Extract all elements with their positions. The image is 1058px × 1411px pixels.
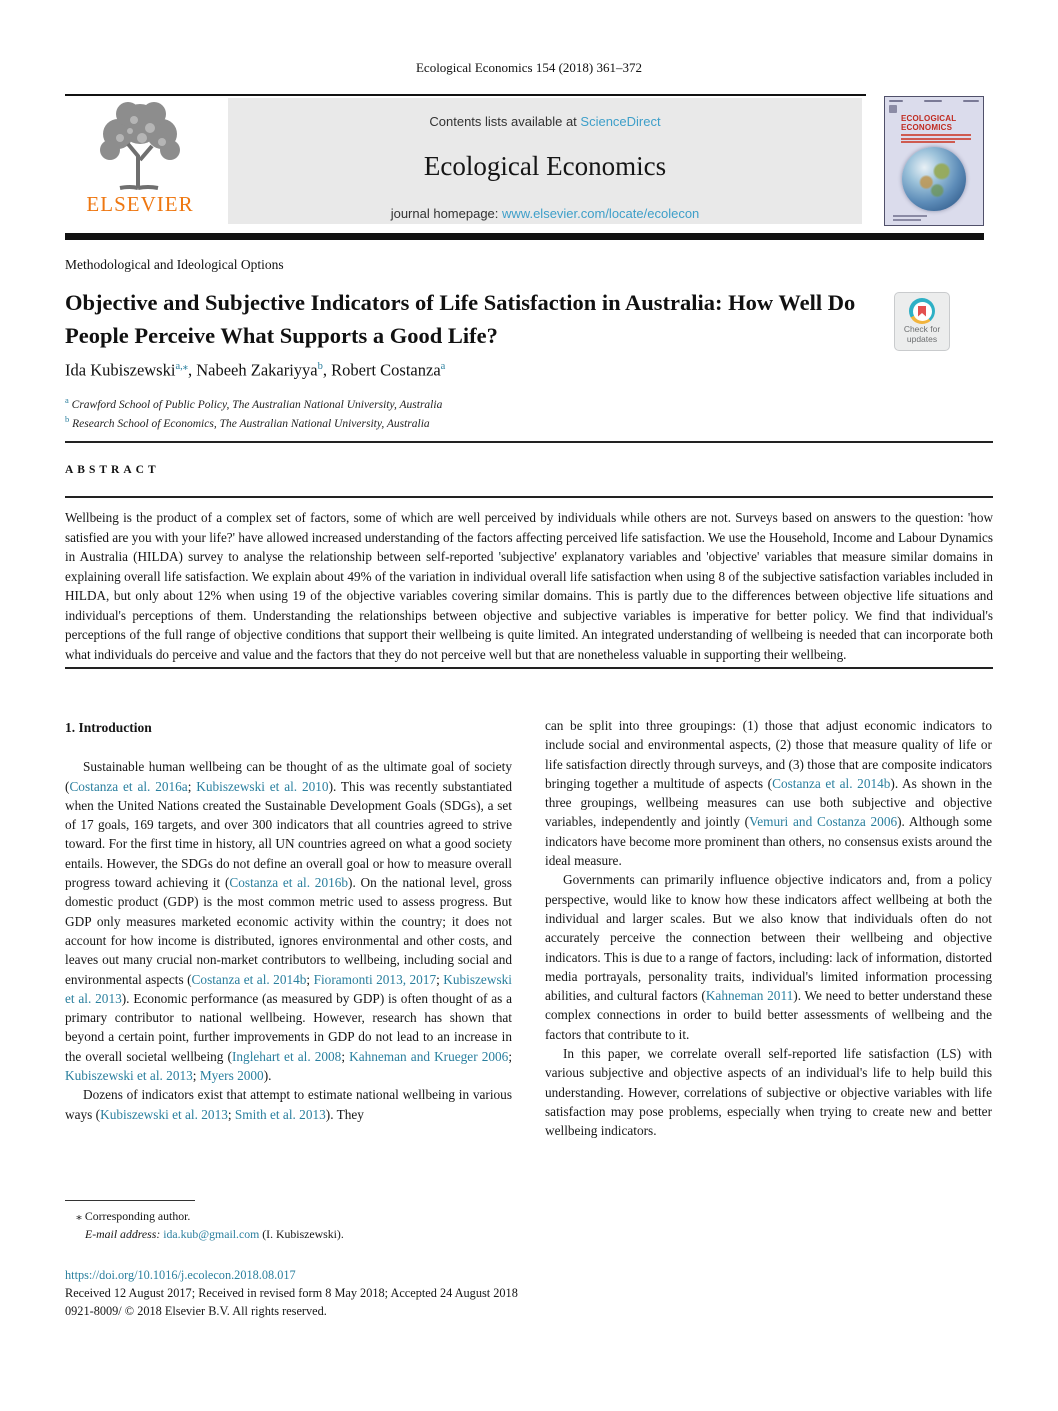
doi-link[interactable]: https://doi.org/10.1016/j.ecolecon.2018.08.017 (65, 1268, 296, 1282)
intro-heading: 1. Introduction (65, 720, 152, 735)
citation-link[interactable]: Costanza et al. 2016a (69, 778, 188, 794)
cover-title: ECOLOGICAL ECONOMICS (901, 114, 957, 132)
cover-top-text (885, 97, 983, 102)
masthead (65, 96, 984, 226)
abstract-heading-rule (65, 496, 993, 498)
crossmark-icon (909, 298, 935, 324)
body-paragraph: Sustainable human wellbeing can be thought of as the ultimate goal of society (Costanza et al. 2016a; Kubiszewski et al. 2010). This was recently substantiated when the United Nations created the Sustainable Development Goals (SDGs), a set of 17 goals, 169 targets, and over 300 indicators that all countries agreed to strive toward. For the first time in history, all UN countries agreed on what a good society entails. However, the SDGs do not define an overall goal or how to measure overall progress toward achieving it (Costanza et al. 2016b). On the national level, gross domestic product (GDP) is the most common metric used to assess progress. But GDP only measures marketed economic activity within the country; it does not account for how income is distributed, ignores environmental and other costs, and leaves out many crucial non-market contributors to wellbeing, including social and environmental aspects (Costanza et al. 2014b; Fioramonti 2013, 2017; Kubiszewski et al. 2013). Economic performance (as measured by GDP) is often thought of as a primary contributor to national wellbeing. However, research has shown that beyond a certain point, further improvements in GDP do not lead to an increase in the overall societal wellbeing (Inglehart et al. 2008; Kahneman and Krueger 2006; Kubiszewski et al. 2013; Myers 2000). (65, 759, 513, 1084)
article-title: Objective and Subjective Indicators of Life Satisfaction in Australia: How Well Do People Perceive What Supports a Good Life? (65, 290, 856, 348)
citation-link[interactable]: Kahneman 2011 (705, 988, 794, 1004)
cover-bottom-text (893, 215, 983, 221)
elsevier-tree-icon (88, 98, 192, 194)
citation-link[interactable]: Myers 2000 (199, 1068, 264, 1084)
body-columns (65, 716, 993, 1141)
article-section-label: Methodological and Ideological Options (65, 257, 284, 272)
abstract-bottom-rule (65, 667, 993, 669)
check-updates-label: Check for updates (903, 324, 941, 344)
footer-block (65, 1266, 993, 1320)
journal-citation: Ecological Economics 154 (2018) 361–372 (415, 60, 642, 75)
abstract-text: Wellbeing is the product of a complex set of factors, some of which are well perceived by individuals while others are not. Surveys based on answers to the question: 'how satisfied are you with your life?' have allowed increased understanding of the factors affecting perceived life satisfaction. We use the Household, Income and Labour Dynamics in Australia (HILDA) survey to analyse the relationship between self-reported 'subjective' explanatory variables and 'objective' variables that measure similar domains in explaining overall life satisfaction. We explain about 49% of the variation in individual overall life satisfaction when using 8 of the subjective satisfaction variables included in HILDA, but only about 12% when using 19 of the objective variables covering similar domains. This is partly due to the differences between objective life situations and individual's perceptions of them. Understanding the relationships between objective and subjective variables is imperative for better policy. We find that individual's perceptions of the full range of objective conditions that support their wellbeing is quite limited. An integrated understanding of wellbeing is needed that can incorporate both what individuals do perceive and value and the factors that they do not perceive well but that are nonetheless valuable in supporting their wellbeing. (65, 510, 993, 662)
citation-link[interactable]: Fioramonti 2013, 2017 (313, 971, 437, 987)
contents-prefix: Contents lists available at (429, 114, 581, 129)
homepage-line (228, 206, 862, 221)
received-dates: Received 12 August 2017; Received in revised form 8 May 2018; Accepted 24 August 2018 (65, 1286, 518, 1300)
author-name: Nabeeh Zakariyya (196, 360, 318, 380)
author-affiliation-sup[interactable]: a (440, 361, 446, 372)
body-paragraph: Dozens of indicators exist that attempt to estimate national wellbeing in various ways (Kubiszewski et al. 2013; Smith et al. 2013). They (65, 1087, 512, 1122)
abstract-top-rule (65, 441, 993, 443)
check-for-updates-badge[interactable] (894, 292, 950, 351)
body-paragraph: Governments can primarily influence objective indicators and, from a policy perspective, would like to know how these indicators affect wellbeing at both the individual and larger scales. But we also know that individuals often do not accurately perceive the connection between their wellbeing and objective indicators. This is due to a range of factors, including: lack of information, distorted media portrayals, personality traits, individual's limited information processing abilities, and cultural factors (Kahneman 2011). We need to better understand these complex connections in order to build better assessments of wellbeing and the factors that contribute to it. (545, 872, 992, 1042)
journal-banner (228, 98, 862, 224)
footnote-rule (65, 1200, 195, 1201)
homepage-prefix: journal homepage: (390, 206, 503, 221)
author-line: Ida Kubiszewski$^{a,⁎}$, Nabeeh Zakariyya$^b$, Robert Costanza$^a$ (65, 360, 446, 380)
journal-homepage-link[interactable]: www.elsevier.com/locate/ecolecon (502, 206, 700, 221)
citation-link[interactable]: Kubiszewski et al. 2013 (65, 1068, 193, 1084)
journal-cover-thumbnail[interactable] (884, 96, 984, 226)
copyright-line: 0921-8009/ © 2018 Elsevier B.V. All rights reserved. (65, 1304, 327, 1318)
body-paragraph: In this paper, we correlate overall self-reported life satisfaction (LS) with various subjective and objective aspects of an individual's life to help build this understanding. However, correlations of subjective or objective variables with life satisfaction may pose problems, especially when trying to create new and better wellbeing indicators. (545, 1046, 992, 1139)
cover-subtitle-lines (901, 134, 983, 143)
author-affiliation-sup[interactable]: a,⁎ (175, 361, 188, 372)
email-line (65, 1227, 535, 1242)
elsevier-wordmark: ELSEVIER (86, 192, 194, 216)
citation-link[interactable]: Vemuri and Costanza 2006 (749, 814, 898, 830)
citation-link[interactable]: Costanza et al. 2016b (229, 875, 349, 891)
author-name: Robert Costanza (331, 360, 441, 380)
contents-line (228, 114, 862, 129)
citation-link[interactable]: Kubiszewski et al. 2013 (100, 1106, 228, 1122)
elsevier-logo[interactable] (65, 98, 215, 226)
email-label: E-mail address: (85, 1227, 161, 1241)
cover-globe-image (902, 147, 966, 211)
journal-title: Ecological Economics (423, 151, 667, 181)
citation-link[interactable]: Kubiszewski et al. 2010 (196, 778, 329, 794)
corresponding-author-note: ⁎ Corresponding author. (76, 1209, 191, 1223)
author-name: Ida Kubiszewski (65, 360, 176, 380)
left-column (65, 716, 512, 1141)
citation-link[interactable]: Inglehart et al. 2008 (231, 1048, 342, 1064)
right-column (545, 716, 992, 1141)
affiliation-line: $^b$ Research School of Economics, The Australian National University, Australia (65, 413, 430, 430)
header-divider-bar (65, 233, 984, 240)
citation-link[interactable]: Kubiszewski et al. 2013 (65, 971, 512, 1006)
email-link[interactable]: ida.kub@gmail.com (163, 1227, 260, 1241)
email-suffix: (I. Kubiszewski). (259, 1227, 344, 1241)
sciencedirect-link[interactable]: ScienceDirect (580, 114, 661, 129)
footnote-block (65, 1200, 535, 1242)
cover-society-logo (889, 105, 897, 113)
affiliation-line: $^a$ Crawford School of Public Policy, The Australian National University, Australia (65, 395, 443, 411)
author-affiliation-sup[interactable]: b (317, 361, 323, 372)
citation-link[interactable]: Kahneman and Krueger 2006 (349, 1048, 509, 1064)
citation-link[interactable]: Costanza et al. 2014b (191, 971, 307, 987)
abstract-heading: ABSTRACT (65, 464, 160, 476)
citation-link[interactable]: Smith et al. 2013 (234, 1106, 326, 1122)
citation-link[interactable]: Costanza et al. 2014b (772, 775, 891, 791)
body-paragraph: can be split into three groupings: (1) those that adjust economic indicators to include social and environmental aspects, (2) those that measure quality of life or life satisfaction directly through surveys, and (3) those that are composite indicators bringing together a multitude of aspects (Costanza et al. 2014b). As shown in the three groupings, wellbeing measures can use both subjective and objective variables, independently and jointly (Vemuri and Costanza 2006). Although some indicators have become more prominent than others, no consensus exists around the ideal measure. (545, 718, 992, 869)
affiliations (65, 395, 442, 433)
